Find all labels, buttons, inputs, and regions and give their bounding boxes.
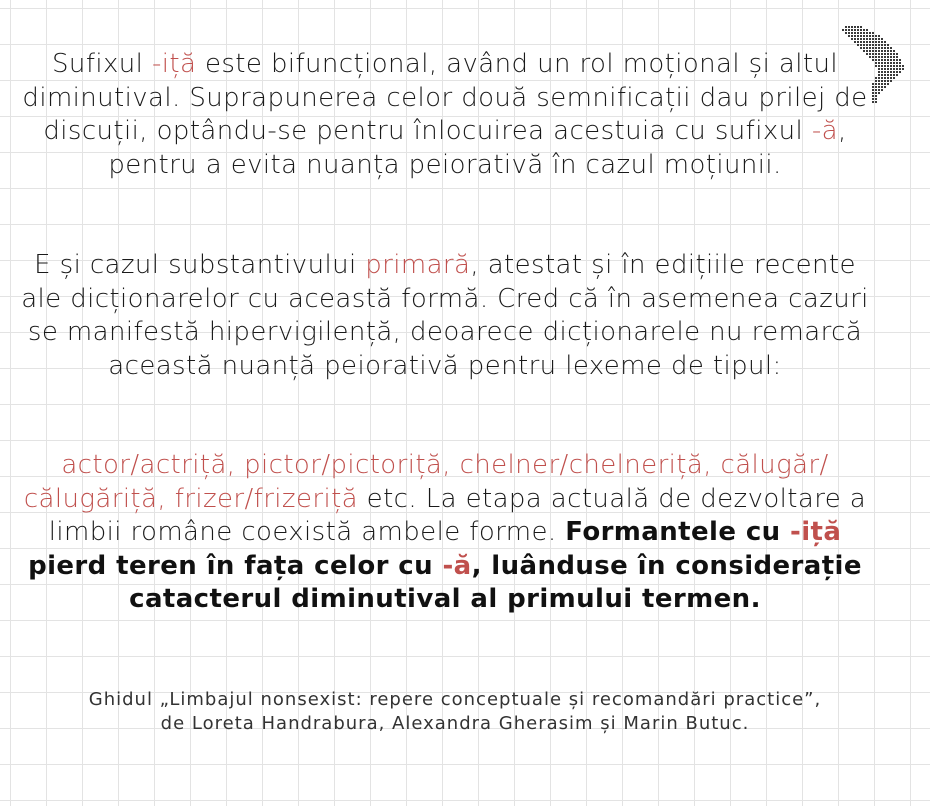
p3-text-1: etc. La etapa actuală de dezvoltare a limbii române coexistă ambele forme. [48,483,867,547]
paragraph-3 [20,449,870,617]
p3-highlight-examples: actor/actriță, pictor/pictoriță, chelner/chelneriță, călugăr/ călugăriță, frizer/frizeriță [23,450,829,514]
p3-bold-text-2: pierd teren în fața celor cu [28,550,443,581]
paragraph-1 [20,48,870,182]
caption-line-1: Ghidul „Limbajul nonsexist: repere conceptuale și recomandări practice”, [88,689,822,710]
p2-text-2: , atestat și în edițiile recente ale dicționarelor cu această formă. Cred că în asemenea cazuri se manifestă hipervigilență, deoarece dicționarele nu remarcă această nuanță peiorativă pentru lexeme de tipul: [21,250,869,381]
p2-text-1: E și cazul substantivului [34,250,366,280]
p3-bold-text-3: , luânduse în considerație catacterul diminutival al primului termen. [129,550,862,614]
p1-text-1: Sufixul [52,49,152,79]
p2-highlight-primara: primară [365,250,471,280]
p1-highlight-ita: -iță [151,49,197,79]
p3-bold-highlight-ita: -iță [790,517,842,547]
paragraph-2 [20,249,870,383]
caption-line-2: de Loreta Handrabura, Alexandra Gherasim și Marin Butuc. [160,713,750,734]
p1-highlight-a: -ă [811,116,838,146]
p3-bold-text-1: Formantele cu [565,517,790,547]
source-caption [20,688,890,736]
p1-text-2: este bifuncțional, având un rol moțional și altul diminutival. Suprapunerea celor două semnificații dau prilej de discuții, optându-se pentru înlocuirea acestuia cu sufixul [22,49,868,146]
p3-bold-highlight-a: -ă [442,550,472,581]
p1-text-3: , pentru a evita nuanța peiorativă în cazul moțiunii. [108,116,847,180]
